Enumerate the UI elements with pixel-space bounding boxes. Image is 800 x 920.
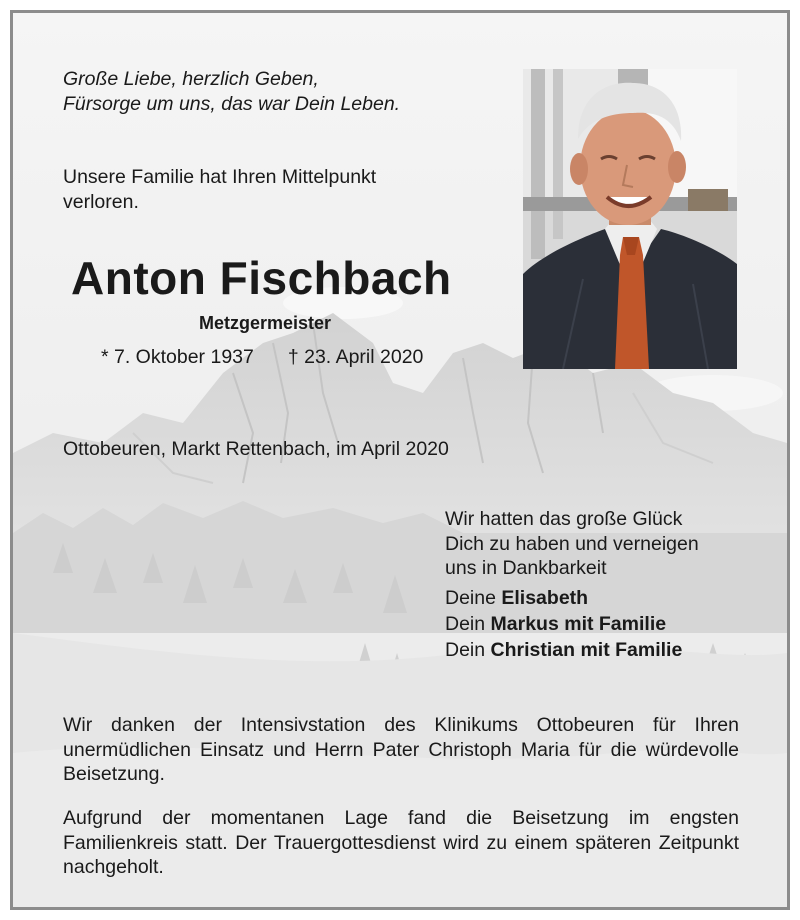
gratitude-line-1: Wir hatten das große Glück — [445, 508, 683, 530]
signer-markus — [445, 611, 682, 637]
signer-name: Christian mit Familie — [490, 639, 683, 661]
signer-prefix: Dein — [445, 639, 486, 661]
gratitude-line-3: uns in Dankbarkeit — [445, 557, 607, 579]
portrait-photo — [523, 69, 737, 369]
signer-christian — [445, 637, 682, 663]
obituary-notice — [10, 10, 790, 910]
motto-line-1: Große Liebe, herzlich Geben, — [63, 68, 319, 90]
family-statement-line-2: verloren. — [63, 191, 139, 213]
funeral-note-paragraph: Aufgrund der momentanen Lage fand die Beisetzung im engsten Familienkreis statt. Der Trauergottesdienst wird zu einem späteren Zeitpunkt nachgeholt. — [63, 807, 739, 878]
family-statement — [63, 165, 376, 215]
gratitude-line-2: Dich zu haben und verneigen — [445, 532, 699, 555]
place-and-date: Ottobeuren, Markt Rettenbach, im April 2020 — [63, 438, 449, 460]
acknowledgement-paragraph: Wir danken der Intensivstation des Klinikums Ottobeuren für Ihren unermüdlichen Einsatz und Herrn Pater Christoph Maria für die würdevolle Beisetzung. — [63, 714, 739, 785]
deceased-name: Anton Fischbach — [71, 252, 452, 304]
signer-name: Elisabeth — [501, 587, 589, 609]
signer-prefix: Deine — [445, 587, 496, 609]
signer-prefix: Dein — [445, 613, 486, 635]
life-dates — [101, 345, 423, 370]
signer-name: Markus mit Familie — [490, 613, 667, 635]
signers-list — [445, 585, 682, 663]
birth-date: * 7. Oktober 1937 — [101, 346, 254, 368]
deceased-profession: Metzgermeister — [199, 313, 332, 333]
signer-elisabeth — [445, 585, 682, 611]
motto-line-2: Fürsorge um uns, das war Dein Leben. — [63, 93, 401, 115]
motto — [63, 67, 400, 117]
family-statement-line-1: Unsere Familie hat Ihren Mittelpunkt — [63, 166, 377, 188]
gratitude-verse — [445, 507, 699, 581]
death-date: † 23. April 2020 — [287, 346, 424, 368]
